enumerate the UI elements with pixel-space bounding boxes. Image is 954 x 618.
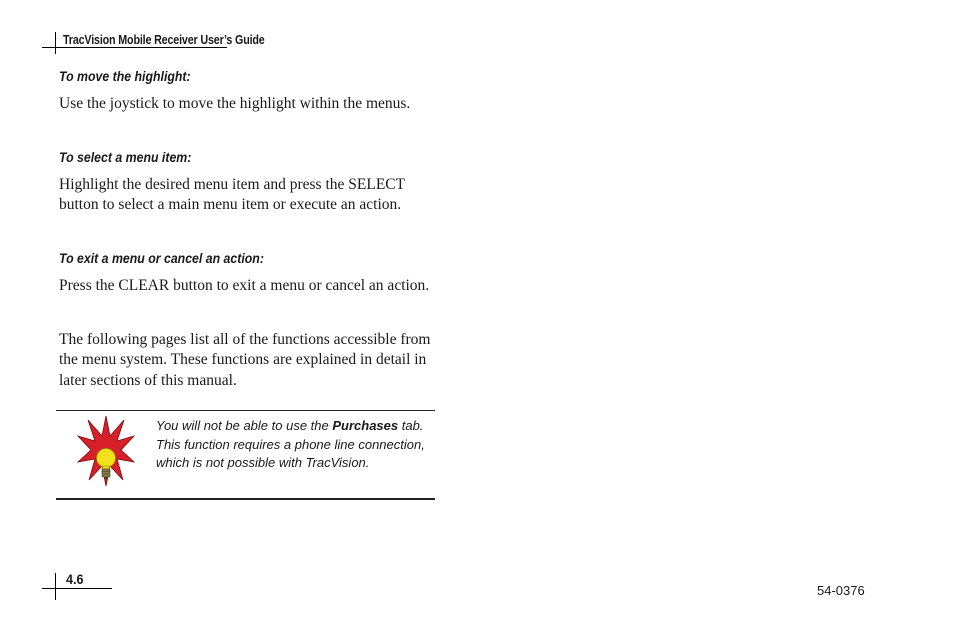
crop-mark-header-vertical (55, 32, 56, 54)
note-top-rule (56, 410, 435, 411)
section-heading-move-highlight: To move the highlight: (59, 68, 191, 84)
note-emphasis: Purchases (332, 418, 399, 433)
crop-mark-header-horizontal (42, 47, 227, 48)
closing-paragraph: The following pages list all of the functions accessible from the menu system. These functions are explained in detail in later sections of this manual. (59, 331, 431, 389)
section-body-exit-menu: Press the CLEAR button to exit a menu or cancel an action. (59, 277, 430, 294)
page-number: 4.6 (66, 571, 84, 587)
section-body-select-item: Highlight the desired menu item and press the SELECT button to select a main menu item or execute an action. (59, 176, 405, 214)
running-header: TracVision Mobile Receiver User’s Guide (63, 33, 265, 47)
note-bottom-rule (56, 498, 435, 500)
note-text (156, 417, 431, 473)
document-number: 54-0376 (817, 583, 865, 598)
crop-mark-footer-horizontal (42, 588, 112, 589)
section-heading-exit-menu: To exit a menu or cancel an action: (59, 250, 264, 266)
note-text-before: You will not be able to use the (156, 418, 333, 433)
note-text-after: tab. This function requires a phone line connection, which is not possible with TracVision. (156, 418, 425, 471)
crop-mark-footer-vertical (55, 573, 56, 600)
lightbulb-starburst-icon (76, 414, 136, 490)
section-heading-select-item: To select a menu item: (59, 149, 192, 165)
section-body-move-highlight: Use the joystick to move the highlight within the menus. (59, 95, 411, 112)
